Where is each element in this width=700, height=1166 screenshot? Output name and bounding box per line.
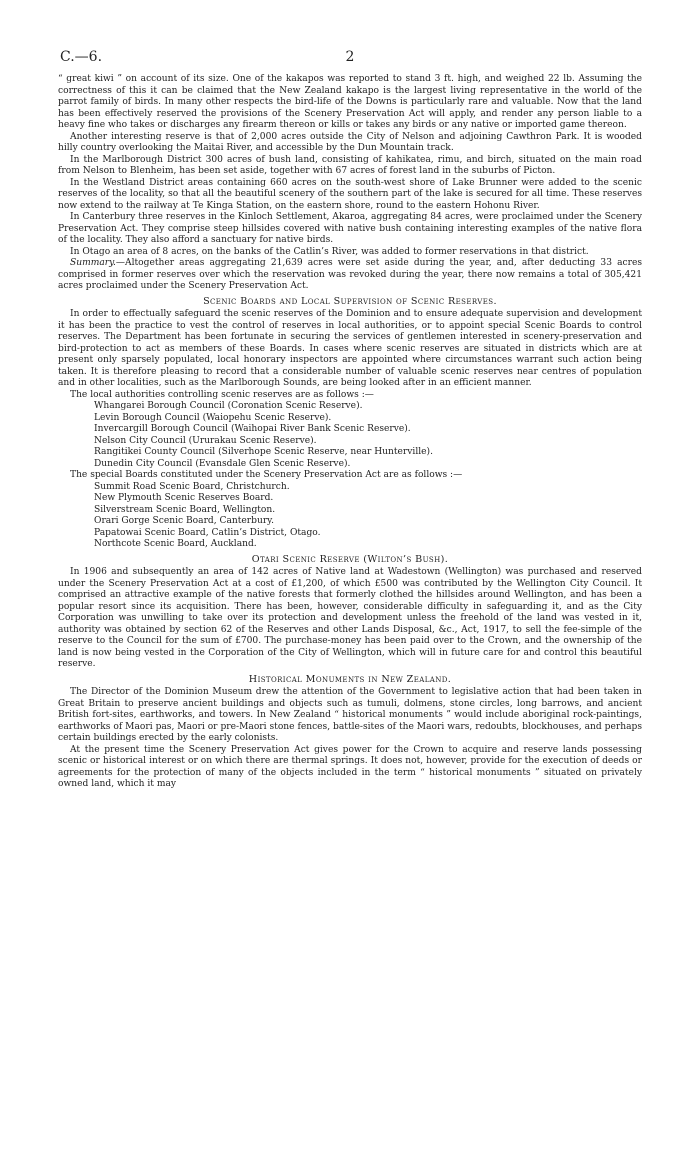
list-item: Rangitikei County Council (Silverhope Scenic Reserve, near Hunterville).: [94, 447, 433, 457]
list-item: Whangarei Borough Council (Coronation Scenic Reserve).: [94, 401, 363, 411]
paragraph-kakapo: “ great kiwi ” on account of its size. One of the kakapos was reported to stand 3 ft. high, and weighed 22 lb. Assuming the correctness of this it can be claimed that the New Zealand kakapo is the largest living representative in the world of the parrot family of birds. In many other respects the bird-life of the Downs is particularly rare and valuable. Now that the land has been effectively reserved the provisions of the Scenery Preservation Act will apply, and render any person liable to a heavy fine who takes or discharges any firearm thereon or kills or takes any birds or any native or imported game thereon.: [58, 74, 642, 130]
list-item: Levin Borough Council (Waiopehu Scenic Reserve).: [94, 412, 332, 423]
paragraph-canterbury: In Canterbury three reserves in the Kinloch Settlement, Akaroa, aggregating 84 acres, were proclaimed under the Scenery Preservation Act. They comprise steep hillsides covered with native bush containing interesting examples of the native flora of the locality. They also afford a sanctuary for native birds.: [58, 212, 642, 245]
paragraph-dominion-museum: The Director of the Dominion Museum drew the attention of the Government to legislative action that had been taken in Great Britain to preserve ancient buildings and objects such as tumuli, dolmens, stone circles, long barrows, and ancient British fort-sites, earthworks, and towers. In New Zealand “ historical monuments ” would include aboriginal rock-paintings, earthworks of Maori pas, Maori or pre-Maori stone fences, battle-sites of the Maori wars, redoubts, blockhouses, and perhaps certain buildings erected by the early colonists.: [58, 687, 642, 743]
paragraph-nelson-reserve: Another interesting reserve is that of 2,000 acres outside the City of Nelson and adjoining Cawthron Park. It is wooded hilly country overlooking the Maitai River, and accessible by the Dun Mountain track.: [58, 131, 642, 153]
heading-otari-reserve: Otari Scenic Reserve (Wilton’s Bush).: [251, 553, 449, 565]
document-code: C.—6.: [60, 49, 103, 65]
heading-historical-monuments: Historical Monuments in New Zealand.: [248, 673, 452, 685]
list-item: Dunedin City Council (Evansdale Glen Scenic Reserve).: [94, 458, 351, 469]
list-item: Invercargill Borough Council (Waihopai River Bank Scenic Reserve).: [94, 424, 411, 434]
paragraph-scenic-boards: In order to effectually safeguard the scenic reserves of the Dominion and to ensure adequate supervision and development it has been the practice to vest the control of reserves in local authorities, or to appoint special Scenic Boards to control reserves. The Department has been fortunate in securing the services of gentlemen interested in scenery-preservation and bird-protection to act as members of these Boards. In cases where scenic reserves are situated in districts which are at present only sparsely populated, local honorary inspectors are appointed where circumstances warrant such action being taken. It is therefore pleasing to record that a considerable number of valuable scenic reserves near centres of population and in other localities, such as the Marlborough Sounds, are being looked after in an efficient manner.: [58, 309, 642, 388]
body-text: [58, 74, 642, 791]
list-item: New Plymouth Scenic Reserves Board.: [94, 493, 274, 503]
list-item: Northcote Scenic Board, Auckland.: [94, 539, 257, 549]
list-item: Papatowai Scenic Board, Catlin’s District, Otago.: [94, 527, 321, 538]
summary-label: Summary.: [70, 258, 116, 268]
special-boards-intro: The special Boards constituted under the Scenery Preservation Act are as follows :—: [70, 470, 463, 480]
local-authorities-list: [58, 401, 642, 470]
list-item: Summit Road Scenic Board, Christchurch.: [94, 481, 290, 492]
paragraph-marlborough: In the Marlborough District 300 acres of bush land, consisting of kahikatea, rimu, and birch, situated on the main road from Nelson to Blenheim, has been set aside, together with 67 acres of forest land in the suburbs of Picton.: [58, 154, 642, 176]
heading-scenic-boards: Scenic Boards and Local Supervision of Scenic Reserves.: [203, 295, 497, 307]
paragraph-summary: [58, 258, 642, 293]
list-item: Orari Gorge Scenic Board, Canterbury.: [94, 516, 274, 526]
paragraph-otago: In Otago an area of 8 acres, on the banks of the Catlin’s River, was added to former reservations in that district.: [70, 246, 589, 257]
special-boards-list: [58, 482, 642, 551]
paragraph-otari-reserve: In 1906 and subsequently an area of 142 acres of Native land at Wadestown (Wellington) was purchased and reserved under the Scenery Preservation Act at a cost of £1,200, of which £500 was contributed by the Wellington City Council. It comprised an attractive example of the native forests that formerly clothed the hillsides around Wellington, and has been a popular resort since its acquisition. There has been, however, considerable difficulty in safeguarding it, and as the City Corporation was unwilling to take over its protection and development unless the freehold of the land was vested in it, authority was obtained by section 62 of the Reserves and other Lands Disposal, &c., Act, 1917, to sell the fee-simple of the reserve to the Council for the sum of £700. The purchase-money has been paid over to the Crown, and the ownership of the land is now being vested in the Corporation of the City of Wellington, which will in future care for and control this beautiful reserve.: [58, 567, 642, 669]
page-number: 2: [345, 49, 355, 65]
local-authorities-intro: The local authorities controlling scenic reserves are as follows :—: [70, 389, 374, 400]
summary-text: —Altogether areas aggregating 21,639 acres were set aside during the year, and, after deducting 33 acres comprised in former reserves over which the reservation was revoked during the year, there now remains a total of 305,421 acres proclaimed under the Scenery Preservation Act.: [58, 258, 642, 291]
paragraph-westland: In the Westland District areas containing 660 acres on the south-west shore of Lake Brunner were added to the scenic reserves of the locality, so that all the beautiful scenery of the southern part of the lake is secured for all time. These reserves now extend to the railway at Te Kinga Station, on the eastern shore, round to the eastern Hohonu River.: [58, 177, 642, 211]
page-header: [58, 49, 642, 74]
list-item: Silverstream Scenic Board, Wellington.: [94, 504, 276, 515]
list-item: Nelson City Council (Ururakau Scenic Reserve).: [94, 435, 317, 446]
paragraph-scenery-act: At the present time the Scenery Preservation Act gives power for the Crown to acquire and reserve lands possessing scenic or historical interest or on which there are thermal springs. It does not, however, provide for the execution of deeds or agreements for the protection of many of the objects included in the term “ historical monuments ” situated on privately owned land, which it may: [58, 744, 642, 789]
